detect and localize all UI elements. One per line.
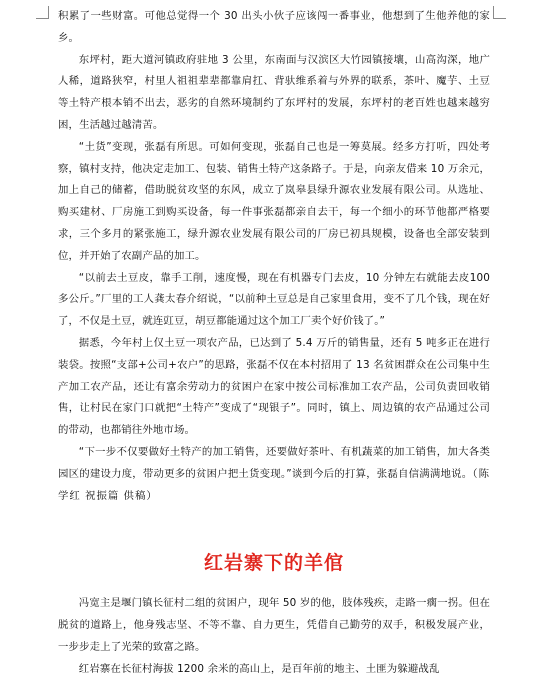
- article1-paragraph-last: [58, 442, 490, 507]
- crop-mark-top-left: [36, 6, 49, 19]
- article1-paragraph-text: “下一步不仅要做好土特产的加工销售，还要做好茶叶、有机蔬菜的加工销售，加大各类园区的建设力度，带动更多的贫困户把土货变现。”谈到今后的打算，张磊自信满满地说。: [58, 445, 490, 480]
- article1-paragraph: 东坪村，距大道河镇政府驻地 3 公里，东南面与汉滨区大竹园镇接壤，山高沟深，地广人稀，道路狭窄，村里人祖祖辈辈都靠肩扛、背驮维系着与外界的联系，茶叶、魔芋、土豆等土特产根本销不出去，恶劣的自然环境制约了东坪村的发展，东坪村的老百姓也越来越穷困，生活越过越清苦。: [58, 53, 490, 131]
- article1-paragraph: “以前去土豆皮，靠手工削，速度慢，现在有机器专门去皮，10 分钟左右就能去皮100 多公斤。”厂里的工人龚太春介绍说，“以前种土豆总是自己家里食用，变不了几个钱，现在好了，不仅是土豆，就连豇豆，胡豆都能通过这个加工厂卖个好价钱了。”: [58, 271, 490, 328]
- byline: （陈学红 祝振篇 供稿）: [58, 467, 490, 502]
- article1-paragraph: “土货”变现，张磊有所思。可如何变现，张磊自己也是一筹莫展。经多方打听，四处考察，镇村支持，他决定走加工、包装、销售土特产这条路子。于是，向亲友借来 10 万余元，加上自己的储蓄，借助脱贫攻坚的东风，成立了岚皋县绿升源农业发展有限公司。从选址、购买建材、厂房施工到购买设备，每一件事张磊都亲自去干，每一个细小的环节他都严格要求，三个多月的紧张施工，绿升源农业发展有限公司的厂房已初具规模，设备也全部安装到位，并开始了农副产品的加工。: [58, 140, 490, 262]
- page-content: [58, 6, 490, 681]
- article2-paragraph: 冯宽主是堰门镇长征村二组的贫困户，现年 50 岁的他，肢体残疾，走路一瘸一拐。但在脱贫的道路上，他身残志坚、不等不靠、自力更生，凭借自己勤劳的双手，积极发展产业，一步步走上了光荣的致富之路。: [58, 597, 490, 653]
- article2-title: 红岩寨下的羊倌: [203, 552, 344, 575]
- article1-paragraph: 积累了一些财富。可他总觉得一个 30 出头小伙子应该闯一番事业，他想到了生他养他的家乡。: [58, 10, 490, 44]
- article1-paragraph: 据悉，今年村上仅土豆一项农产品，已达到了 5.4 万斤的销售量，还有 5 吨多正在进行装袋。按照“支部+公司+农户”的思路，张磊不仅在本村招用了 13 名贫困群众在公司集中生产加工农产品，还让有富余劳动力的贫困户在家中按公司标准加工农产品，公司负责回收销售，让村民在家门口就把“土特产”变成了“现银子”。同时，镇上、周边镇的农产品通过公司的带动，也都销往外地市场。: [58, 336, 490, 437]
- crop-mark-top-right: [493, 6, 506, 19]
- article2-paragraph: 红岩寨在长征村海拔 1200 余米的高山上，是百年前的地主、土匪为躲避战乱: [78, 662, 440, 675]
